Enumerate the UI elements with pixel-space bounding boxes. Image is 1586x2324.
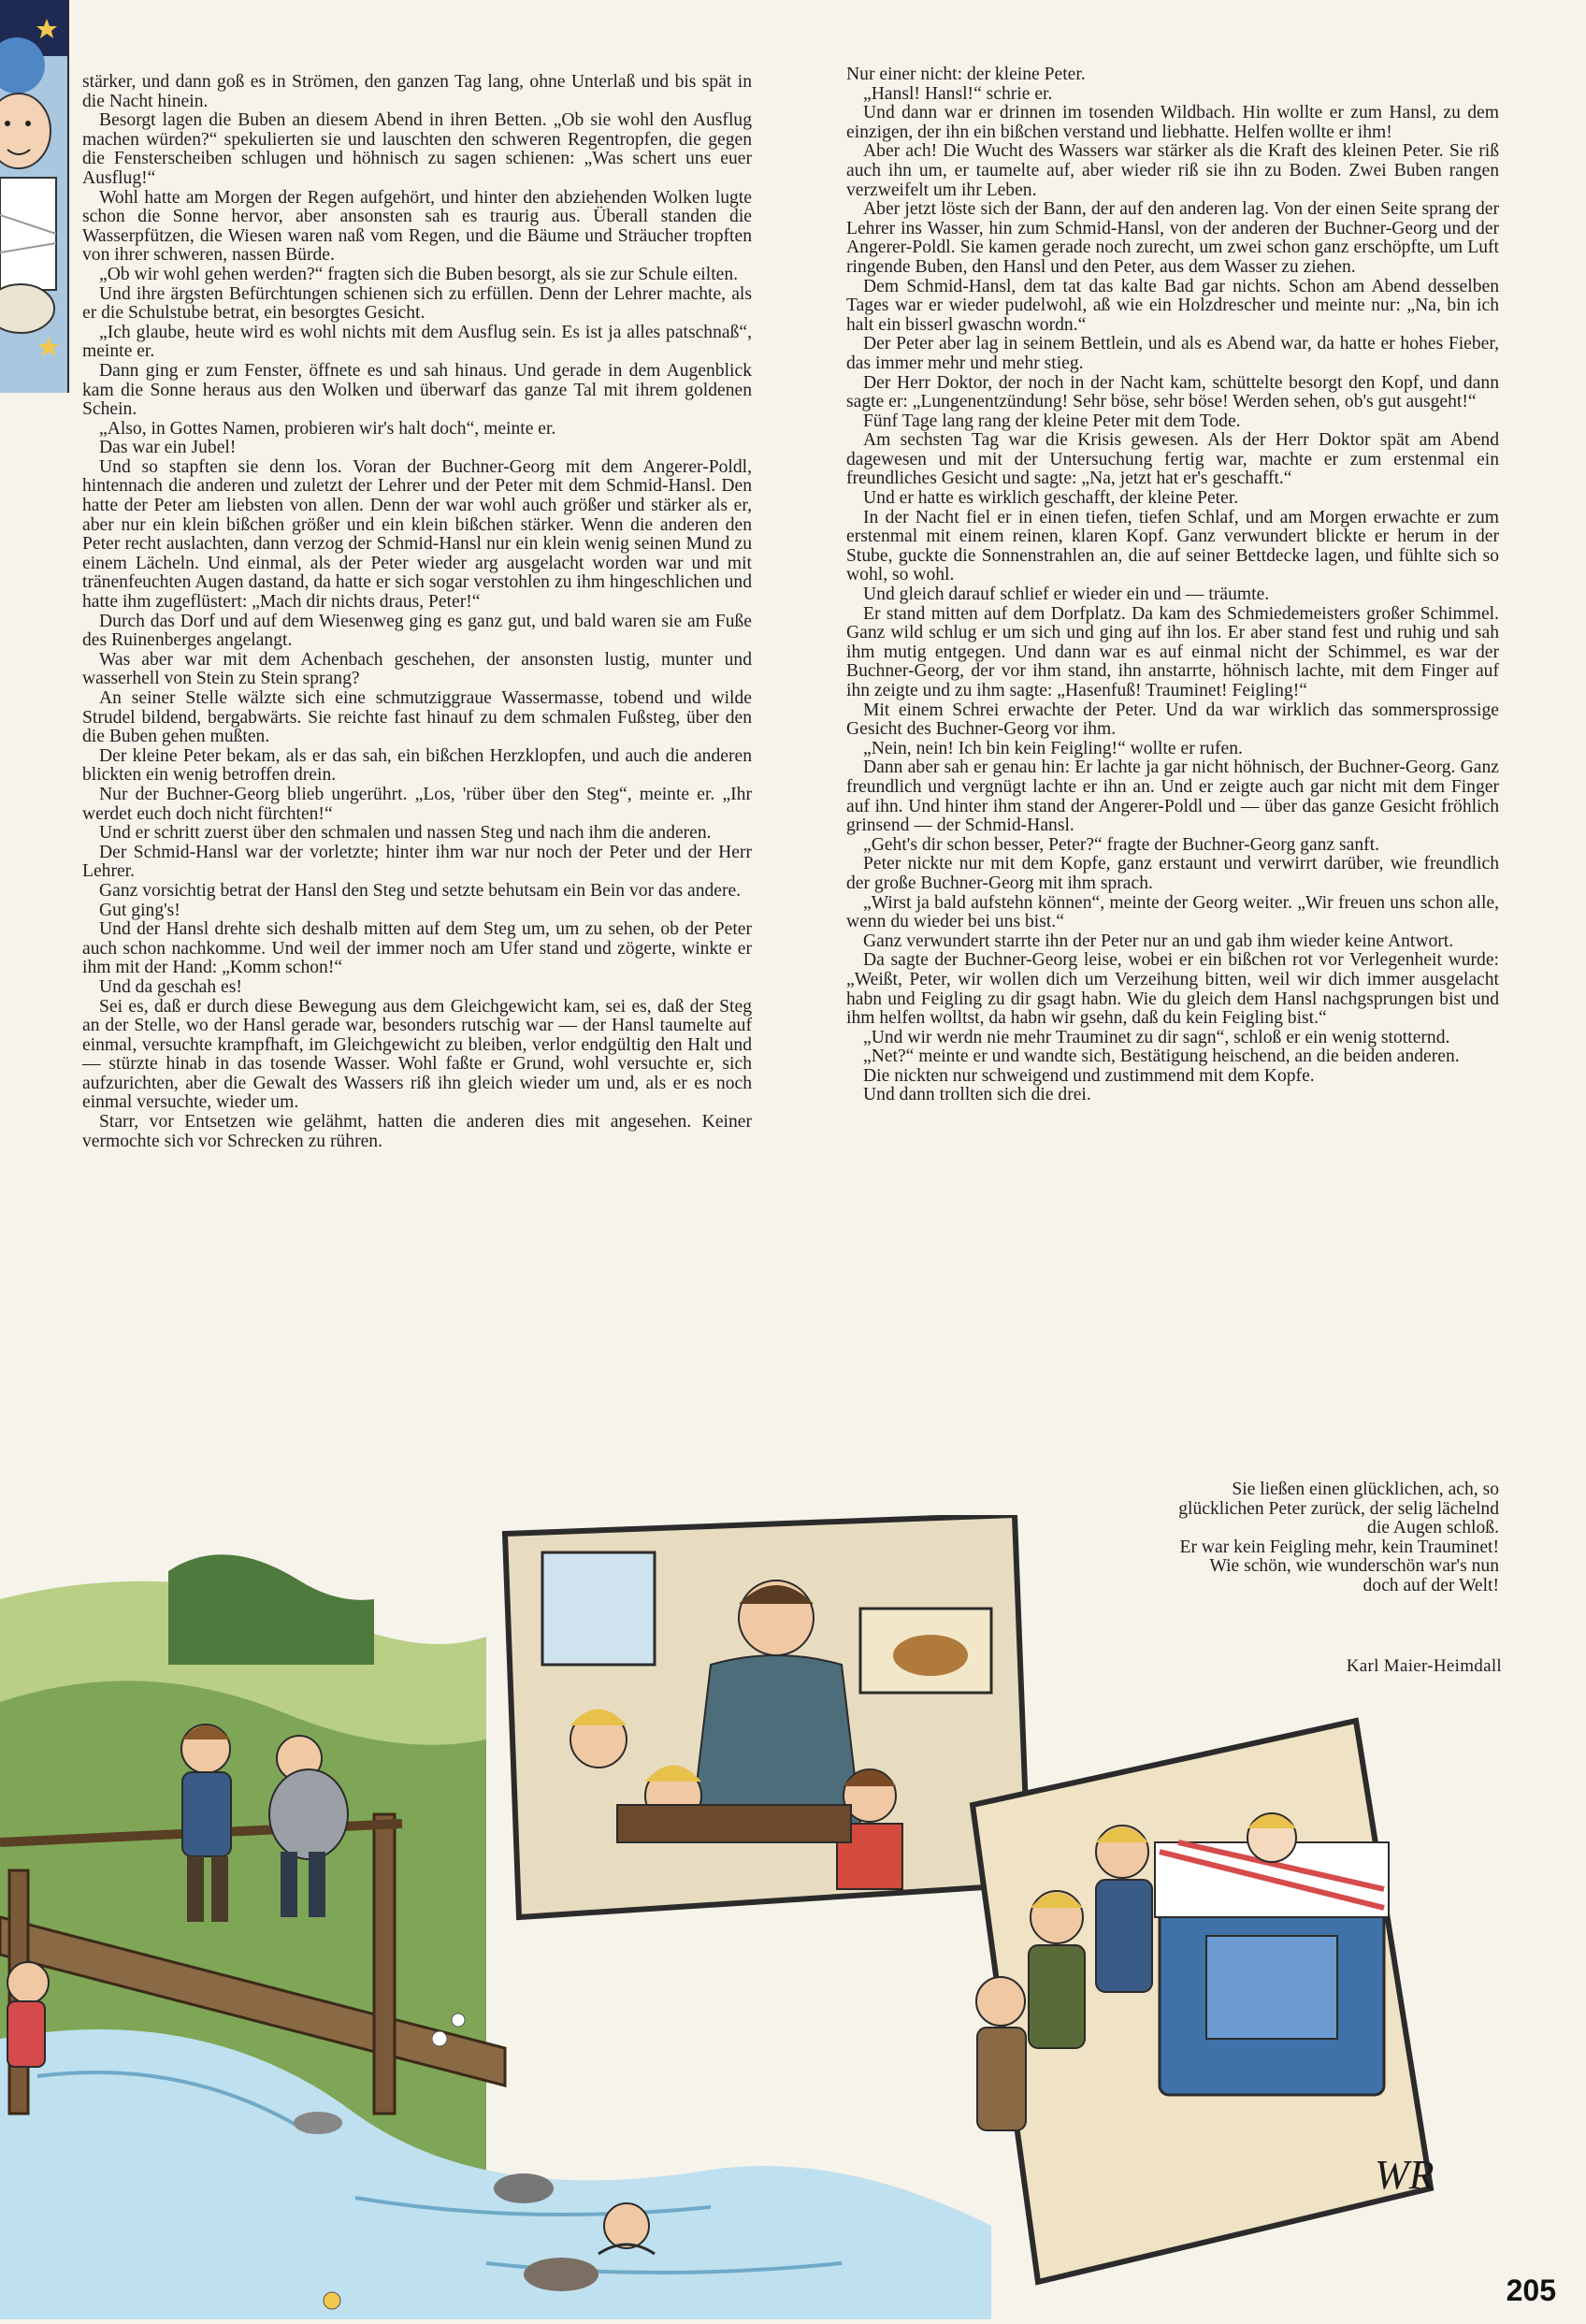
- paragraph: Und so stapften sie denn los. Voran der Buchner-Georg mit dem Angerer-Poldl, hintennach die anderen und zuletzt der Lehrer und der Peter mit dem Schmid-Hansl. Den hatte der Peter am liebsten von allen. Denn der war wohl auch größer und stärker als er, aber nur ein klein bißchen größer und ein klein bißchen stärker. Wenn die anderen den Peter recht auslachten, dann verzog der Schmid-Hansl nur ein klein wenig seinen Mund zu einem Lächeln. Und einmal, als der Peter wieder arg ausgelacht worden war und mit tränenfeuchten Augen dastand, da hatte er sich sogar verstohlen zu ihm hingeschlichen und hatte ihm zugeflüstert: „Mach dir nichts draus, Peter!“: [82, 456, 752, 613]
- paragraph: Aber jetzt löste sich der Bann, der auf den anderen lag. Von der einen Seite sprang der Lehrer ins Wasser, hin zum Schmid-Hansl, von der anderen der Buchner-Georg und der Angerer-Poldl. Sie kamen gerade noch zurecht, um zwei schon ganz erschöpfte, um Luft ringende Buben, den Hansl und den Peter, aus dem Wasser zu ziehen.: [846, 199, 1499, 277]
- child-drawing-icon: [0, 0, 67, 393]
- paragraph: Und dann trollten sich die drei.: [863, 1085, 1091, 1105]
- paragraph: „Und wir werdn nie mehr Trauminet zu dir sagn“, schloß er ein wenig stotternd.: [863, 1027, 1450, 1047]
- page-number: 205: [1506, 2273, 1556, 2307]
- paragraph: Aber ach! Die Wucht des Wassers war stärker als die Kraft des kleinen Peter. Sie riß auch ihn um, er taumelte auf, aber wieder riß sie ihn zu Boden. Zwei Buben rangen verzweifelt um ihr Leben.: [846, 141, 1499, 200]
- paragraph: In der Nacht fiel er in einen tiefen, tiefen Schlaf, und am Morgen erwachte er zum erstenmal mit einem reinen, klaren Kopf. Ganz verwundert blickte er herum in der Stube, guckte die Sonnenstrahlen an, die auf seiner Bettdecke lagen, und fühlte sich so wohl, so wohl.: [846, 507, 1499, 585]
- paragraph: Peter nickte nur mit dem Kopfe, ganz erstaunt und verwirrt darüber, wie freundlich der große Buchner-Georg mit ihm sprach.: [846, 854, 1499, 893]
- bridge-post: [374, 1814, 395, 2114]
- closing-line: glücklichen Peter zurück, der selig lächelnd: [1178, 1498, 1499, 1519]
- paragraph: Die nickten nur schweigend und zustimmend mit dem Kopfe.: [863, 1065, 1315, 1086]
- paragraph: Ganz verwundert starrte ihn der Peter nur an und gab ihm wieder keine Antwort.: [863, 931, 1454, 951]
- paragraph: Dann ging er zum Fenster, öffnete es und sah hinaus. Und gerade in dem Augenblick kam die Sonne heraus aus den Wolken und überwarf das ganze Tal mit ihrem goldenen Schein.: [82, 360, 752, 420]
- paragraph: „Ob wir wohl gehen werden?“ fragten sich die Buben besorgt, als sie zur Schule eilten.: [99, 264, 739, 284]
- paragraph: Und der Hansl drehte sich deshalb mitten auf dem Steg um, um zu sehen, ob der Peter auch schon nachkomme. Und weil der immer noch am Ufer stand und zögerte, winkte er ihm mit der Hand: „Komm schon!“: [82, 919, 752, 978]
- paragraph: Was aber war mit dem Achenbach geschehen, der ansonsten lustig, munter und wasserhell von Stein zu Stein sprang?: [82, 649, 752, 689]
- paragraph: Und gleich darauf schlief er wieder ein und — träumte.: [863, 585, 1270, 605]
- closing-line: die Augen schloß.: [1367, 1518, 1499, 1538]
- girl-figure: [7, 1962, 49, 2067]
- author-byline: Karl Maier-Heimdall: [1346, 1656, 1502, 1676]
- paragraph: Starr, vor Entsetzen wie gelähmt, hatten die anderen dies mit angesehen. Keiner vermochte sich vor Schrecken zu rühren.: [82, 1112, 752, 1151]
- sickroom-panel: [973, 1721, 1431, 2282]
- paragraph: „Net?“ meinte er und wandte sich, Bestätigung heischend, an die beiden anderen.: [863, 1047, 1460, 1067]
- artist-signature: WR: [1375, 2152, 1435, 2198]
- paragraph: Wohl hatte am Morgen der Regen aufgehört, und hinter den abziehenden Wolken lugte schon die Sonne hervor, aber ansonsten sah es traurig aus. Überall standen die Wasserpfützen, die Wiesen waren naß vom Regen, und die Bäume und Sträucher tropften von ihrer schweren, nassen Bürde.: [82, 187, 752, 266]
- closing-line: Er war kein Feigling mehr, kein Trauminet!: [1179, 1537, 1499, 1557]
- corner-illustration: [0, 0, 69, 393]
- paragraph: Und ihre ärgsten Befürchtungen schienen sich zu erfüllen. Denn der Lehrer machte, als er die Schulstube betrat, ein besorgtes Gesicht.: [82, 283, 752, 324]
- paragraph: Und dann war er drinnen im tosenden Wildbach. Hin wollte er zum Hansl, zu dem einzigen, der ihn ein bißchen verstand und liebhatte. Helfen wollte er ihm!: [846, 103, 1499, 142]
- paragraph: Er stand mitten auf dem Dorfplatz. Da kam des Schmiedemeisters großer Schimmel. Ganz wild schlug er um sich und ging auf ihn los. Er aber stand fest und ruhig und sah ihm mutig entgegen. Und dann war es auf einmal nicht der Schimmel, es war der Buchner-Georg, der vor ihm stand, ihn anstarrte, höhnisch lachte, mit dem Finger auf ihn zeigte und zu ihm sagte: „Hasenfuß! Trauminet! Feigling!“: [846, 603, 1499, 700]
- paragraph: Der Herr Doktor, der noch in der Nacht kam, schüttelte besorgt den Kopf, und dann sagte er: „Lungenentzündung! Sehr böse, sehr böse! Werden sehen, ob's gut ausgeht!“: [846, 372, 1499, 412]
- text-column-right: [846, 65, 1499, 1105]
- paragraph: „Also, in Gottes Namen, probieren wir's halt doch“, meinte er.: [99, 418, 556, 439]
- paragraph: Nur der Buchner-Georg blieb ungerührt. „Los, 'rüber über den Steg“, meinte er. „Ihr werdet euch doch nicht fürchten!“: [82, 784, 752, 824]
- forest-shape: [168, 1554, 374, 1665]
- paragraph: Da sagte der Buchner-Georg leise, wobei er ein bißchen rot vor Verlegenheit wurde: „Weißt, Peter, wir wollen dich um Verzeihung bitten, weil wir dich immer ausgelacht habn und Feigling zu dir gsagt habn. Wie du gleich dem Hansl nachgsprungen bist und ihm helfen wolltst, da habn wir gsehn, daß du kein Feigling bist.“: [846, 950, 1499, 1029]
- paragraph: Und da geschah es!: [99, 976, 242, 997]
- paragraph: Das war ein Jubel!: [99, 438, 237, 458]
- paragraph: Gut ging's!: [99, 900, 180, 920]
- paragraph: Fünf Tage lang rang der kleine Peter mit dem Tode.: [863, 411, 1241, 431]
- text-column-left: [82, 73, 752, 1151]
- closing-line: Sie ließen einen glücklichen, ach, so: [1232, 1480, 1499, 1499]
- paragraph: An seiner Stelle wälzte sich eine schmutziggraue Wassermasse, tobend und wilde Strudel bildend, bergabwärts. Sie reichte fast hinauf zu dem schmalen Fußsteg, über den die Buben gehen mußten.: [82, 688, 752, 747]
- paragraph: Dann aber sah er genau hin: Er lachte ja gar nicht höhnisch, der Buchner-Georg. Ganz freundlich und vergnügt lachte er ihn an. Und er zeigte auch gar nicht mit dem Finger auf ihn. Und hinter ihm stand der Angerer-Poldl und — über das ganze Gesicht fröhlich grinsend — der Schmid-Hansl.: [846, 758, 1499, 836]
- school-desk-icon: [617, 1805, 851, 1842]
- rock-icon: [494, 2173, 554, 2203]
- classroom-panel: [505, 1515, 1029, 1917]
- closing-line: doch auf der Welt!: [1363, 1575, 1499, 1595]
- paragraph: „Nein, nein! Ich bin kein Feigling!“ wollte er rufen.: [863, 738, 1243, 758]
- paragraph: Dem Schmid-Hansl, dem tat das kalte Bad gar nichts. Schon am Abend desselben Tages war er wieder pudelwohl, aß wie ein Holzdrescher und meinte nur: „Na, bin ich halt ein bisserl gwaschn wordn.“: [846, 276, 1499, 335]
- bed-icon: [1155, 1842, 1389, 2095]
- window-icon: [542, 1552, 655, 1665]
- rock-icon: [294, 2112, 342, 2134]
- illustration-scene: [0, 1515, 1586, 2319]
- paragraph: stärker, und dann goß es in Strömen, den ganzen Tag lang, ohne Unterlaß und bis spät in die Nacht hinein.: [82, 72, 752, 111]
- paragraph: Der kleine Peter bekam, als er das sah, ein bißchen Herzklopfen, und auch die anderen blickten ein wenig betroffen drein.: [82, 745, 752, 786]
- paragraph: Und er schritt zuerst über den schmalen und nassen Steg und nach ihm die anderen.: [99, 823, 712, 844]
- paragraph: „Geht's dir schon besser, Peter?“ fragte der Buchner-Georg ganz sanft.: [863, 834, 1380, 855]
- paragraph: Am sechsten Tag war die Krisis gewesen. Als der Herr Doktor spät am Abend dagewesen und mit der Untersuchung fertig war, machte er zum erstenmal ein freundliches Gesicht und sagte: „Na, jetzt hat er's geschafft.“: [846, 430, 1499, 489]
- paragraph: Nur einer nicht: der kleine Peter.: [846, 65, 1086, 84]
- paragraph: Ganz vorsichtig betrat der Hansl den Steg und setzte behutsam ein Bein vor das andere.: [99, 880, 742, 901]
- paragraph: „Hansl! Hansl!“ schrie er.: [863, 83, 1053, 104]
- sick-boy-figure: [1247, 1813, 1296, 1862]
- closing-line: Wie schön, wie wunderschön war's nun: [1209, 1556, 1499, 1577]
- paragraph: „Ich glaube, heute wird es wohl nichts mit dem Ausflug sein. Es ist ja alles patschnaß“, meinte er.: [82, 322, 752, 362]
- paragraph: Der Peter aber lag in seinem Bettlein, und als es Abend war, da hatte er hohes Fieber, das immer mehr und mehr stieg.: [846, 334, 1499, 373]
- paragraph: Und er hatte es wirklich geschafft, der kleine Peter.: [863, 488, 1239, 509]
- paragraph: Mit einem Schrei erwachte der Peter. Und da war wirklich das sommersprossige Gesicht des Buchner-Georg vor ihm.: [846, 700, 1499, 740]
- story-illustration: [0, 1515, 1586, 2319]
- paragraph: Sei es, daß er durch diese Bewegung aus dem Gleichgewicht kam, sei es, daß der Steg an der Stelle, wo der Hansl gerade war, besonders rutschig war — der Hansl taumelte auf einmal, versuchte krampfhaft, im Gleichgewicht zu bleiben, verlor endgültig den Halt und — stürzte hinab in das tosende Wasser. Wohl faßte er Grund, wohl versuchte er, sich aufzurichten, aber die Gewalt des Wassers riß ihn gleich wieder um und, als er es noch einmal versuchte, wieder um.: [82, 996, 752, 1113]
- paragraph: Besorgt lagen die Buben an diesem Abend in ihren Betten. „Ob sie wohl den Ausflug machen würden?“ spekulierten sie und lauschten den schweren Regentropfen, die gegen die Fensterscheiben schlugen und höhnisch zu sagen schienen: „Was schert uns euer Ausflug!“: [82, 110, 752, 188]
- rock-icon: [524, 2258, 598, 2291]
- paragraph: „Wirst ja bald aufstehn können“, meinte der Georg weiter. „Wir freuen uns schon alle, wenn du wieder bei uns bist.“: [846, 892, 1499, 932]
- paragraph: Durch das Dorf und auf dem Wiesenweg ging es ganz gut, und bald waren sie am Fuße des Ruinenberges angelangt.: [82, 611, 752, 651]
- paragraph: Der Schmid-Hansl war der vorletzte; hinter ihm war nur noch der Peter und der Herr Lehrer.: [82, 842, 752, 882]
